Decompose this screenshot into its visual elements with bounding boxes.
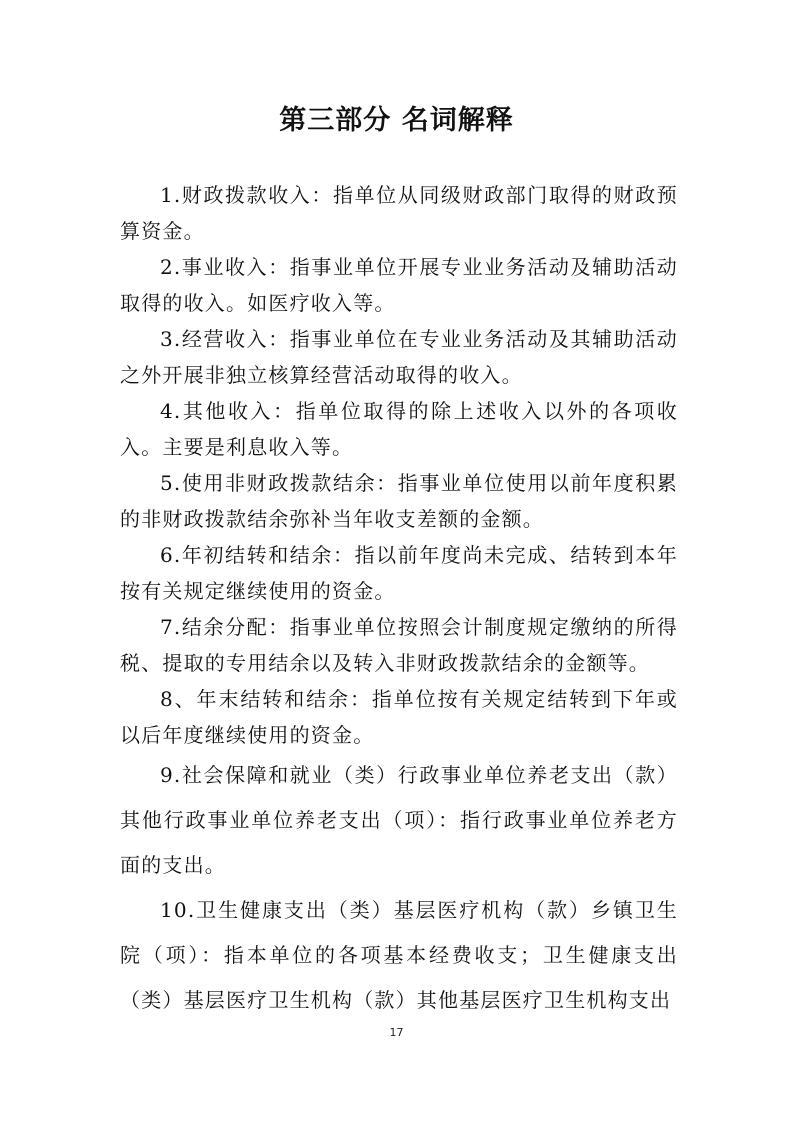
- paragraph-1: 1.财政拨款收入：指单位从同级财政部门取得的财政预算资金。: [120, 183, 678, 243]
- paragraph-9: 9.社会保障和就业（类）行政事业单位养老支出（款）其他行政事业单位养老支出（项）：指行政事业单位养老方面的支出。: [120, 763, 678, 877]
- paragraph-8: 8、年末结转和结余：指单位按有关规定结转到下年或以后年度继续使用的资金。: [120, 687, 678, 747]
- page-number: 17: [389, 1026, 404, 1039]
- paragraph-6: 6.年初结转和结余：指以前年度尚未完成、结转到本年按有关规定继续使用的资金。: [120, 543, 678, 603]
- document-body: [120, 177, 678, 1023]
- paragraph-2: 2.事业收入：指事业单位开展专业业务活动及辅助活动取得的收入。如医疗收入等。: [120, 255, 678, 315]
- paragraph-3: 3.经营收入：指事业单位在专业业务活动及其辅助活动之外开展非独立核算经营活动取得的收入。: [120, 327, 678, 387]
- paragraph-5: 5.使用非财政拨款结余：指事业单位使用以前年度积累的非财政拨款结余弥补当年收支差额的金额。: [120, 471, 678, 531]
- paragraph-4: 4.其他收入：指单位取得的除上述收入以外的各项收入。主要是利息收入等。: [120, 399, 678, 459]
- paragraph-10: 10.卫生健康支出（类）基层医疗机构（款）乡镇卫生院（项）：指本单位的各项基本经费收支；卫生健康支出（类）基层医疗卫生机构（款）其他基层医疗卫生机构支出: [120, 898, 678, 1012]
- paragraph-7: 7.结余分配：指事业单位按照会计制度规定缴纳的所得税、提取的专用结余以及转入非财政拨款结余的金额等。: [120, 615, 678, 675]
- page-title: 第三部分 名词解释: [279, 105, 514, 136]
